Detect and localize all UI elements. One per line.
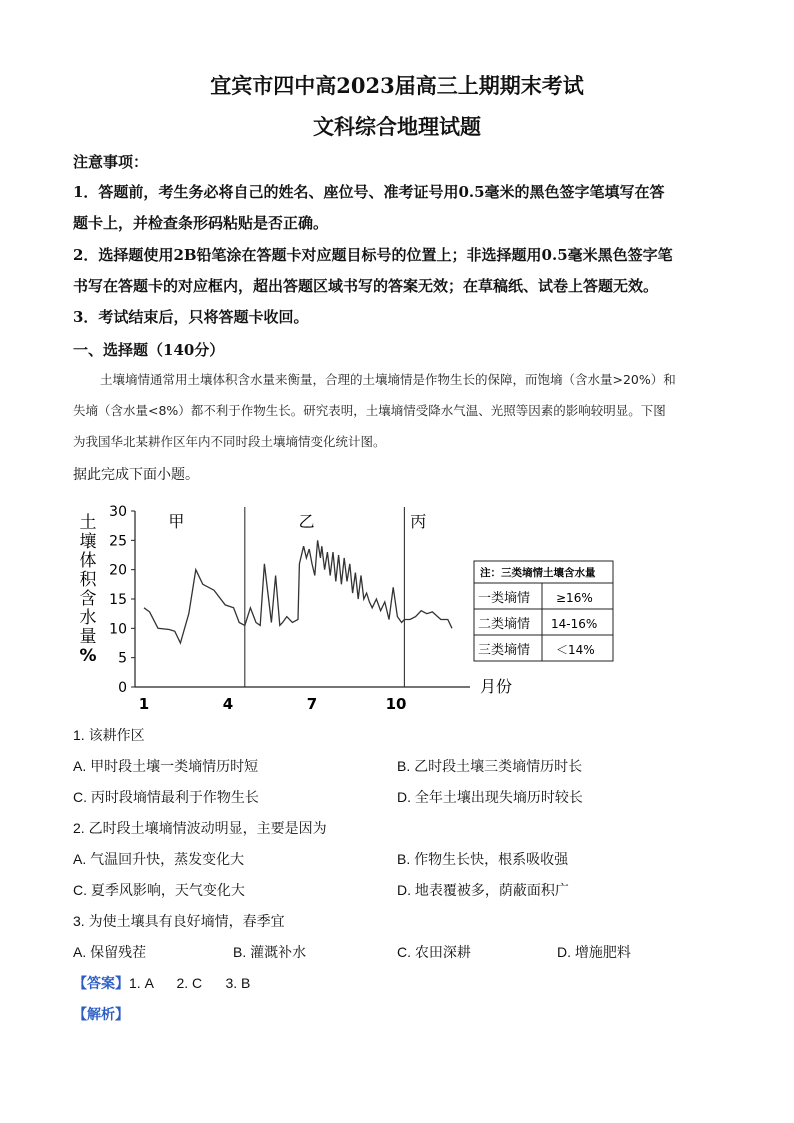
note-1-line-1: 1．答题前，考生务必将自己的姓名、座位号、准考证号用0.5毫米的黑色签字笔填写在答	[73, 183, 665, 201]
note-1-line-2: 题卡上，并检查条形码粘贴是否正确。	[73, 214, 329, 232]
soil-moisture-chart	[70, 495, 630, 720]
moisture-category-table	[474, 561, 613, 661]
question-1-stem: 1. 该耕作区	[73, 727, 145, 743]
answer-line	[73, 973, 250, 993]
question-1-option-d: D. 全年土壤出现失墒历时较长	[397, 789, 583, 805]
moisture-series-line	[144, 540, 452, 643]
legend-row-2-value: 14-16%	[551, 617, 598, 631]
x-tick-label: 10	[385, 695, 407, 713]
y-tick-label: 10	[109, 621, 127, 638]
note-3: 3．考试结束后，只将答题卡收回。	[73, 308, 309, 326]
x-tick-label: 4	[222, 695, 234, 713]
legend-row-1-name: 一类墒情	[478, 591, 531, 606]
question-1-option-a: A. 甲时段土壤一类墒情历时短	[73, 758, 259, 774]
y-label-char: 壤	[79, 532, 97, 552]
section-heading: 一、选择题（140分）	[73, 341, 225, 359]
y-tick-label: 25	[109, 533, 127, 550]
intro-line-1: 土壤墒情通常用土壤体积含水量来衡量，合理的土壤墒情是作物生长的保障，而饱墒（含水量>20%）和	[100, 372, 676, 387]
y-label-char: 土	[79, 513, 97, 533]
intro-line-2: 失墒（含水量<8%）都不利于作物生长。研究表明，土壤墒情受降水气温、光照等因素的影响较明显。下图	[73, 403, 666, 418]
question-3-option-b: B. 灌溉补水	[233, 944, 307, 960]
y-label-char: 量	[79, 627, 97, 647]
legend-title: 注：三类墒情土壤含水量	[480, 567, 596, 579]
y-tick-label: 5	[118, 650, 127, 667]
x-tick-label: 7	[306, 695, 318, 713]
y-label-char: 体	[79, 551, 97, 571]
legend-row-2-name: 二类墒情	[478, 617, 531, 632]
question-3-option-c: C. 农田深耕	[397, 944, 471, 960]
y-tick-label: 0	[118, 680, 127, 696]
legend-row-3-name: 三类墒情	[478, 643, 531, 658]
question-3-option-a: A. 保留残茬	[73, 944, 147, 960]
analysis-line	[73, 1004, 129, 1024]
y-label-char: 含	[79, 589, 97, 609]
answer-values: 1. A 2. C 3. B	[129, 975, 251, 991]
question-2-option-b: B. 作物生长快，根系吸收强	[397, 851, 569, 867]
period-label: 乙	[298, 512, 315, 531]
y-axis-label	[79, 513, 97, 666]
notes-heading: 注意事项：	[73, 153, 149, 171]
intro-line-3: 为我国华北某耕作区年内不同时段土壤墒情变化统计图。	[73, 434, 386, 449]
answer-label: 【答案】	[73, 975, 129, 991]
paper-subtitle: 文科综合地理试题	[313, 114, 481, 139]
y-tick-label: 20	[109, 562, 127, 579]
question-2-option-c: C. 夏季风影响，天气变化大	[73, 882, 245, 898]
intro-line-4: 据此完成下面小题。	[73, 466, 199, 482]
legend-row-1-value: ≥16%	[556, 591, 593, 605]
note-2-line-2: 书写在答题卡的对应框内，超出答题区域书写的答案无效；在草稿纸、试卷上答题无效。	[73, 277, 659, 295]
x-tick-label: 1	[138, 695, 150, 713]
analysis-label: 【解析】	[73, 1006, 129, 1022]
question-1-option-b: B. 乙时段土壤三类墒情历时长	[397, 758, 583, 774]
question-3-stem: 3. 为使土壤具有良好墒情，春季宜	[73, 913, 285, 929]
y-label-char: %	[79, 646, 97, 666]
paper-title: 宜宾市四中高2023届高三上期期末考试	[210, 73, 584, 98]
legend-row-3-value: ＜14%	[556, 643, 595, 657]
y-tick-label: 15	[109, 592, 127, 608]
period-label: 丙	[410, 512, 427, 531]
question-2-stem: 2. 乙时段土壤墒情波动明显，主要是因为	[73, 820, 327, 836]
note-2-line-1: 2．选择题使用2B铅笔涂在答题卡对应题目标号的位置上；非选择题用0.5毫米黑色签字笔	[73, 246, 673, 264]
period-label: 甲	[168, 512, 185, 531]
question-2-option-a: A. 气温回升快，蒸发变化大	[73, 851, 245, 867]
question-2-option-d: D. 地表覆被多，荫蔽面积广	[397, 882, 569, 898]
question-1-option-c: C. 丙时段墒情最利于作物生长	[73, 789, 259, 805]
y-label-char: 积	[79, 570, 97, 590]
x-axis-label: 月份	[480, 677, 513, 696]
y-label-char: 水	[79, 608, 97, 628]
y-tick-label: 30	[109, 504, 127, 520]
question-3-option-d: D. 增施肥料	[557, 944, 631, 960]
